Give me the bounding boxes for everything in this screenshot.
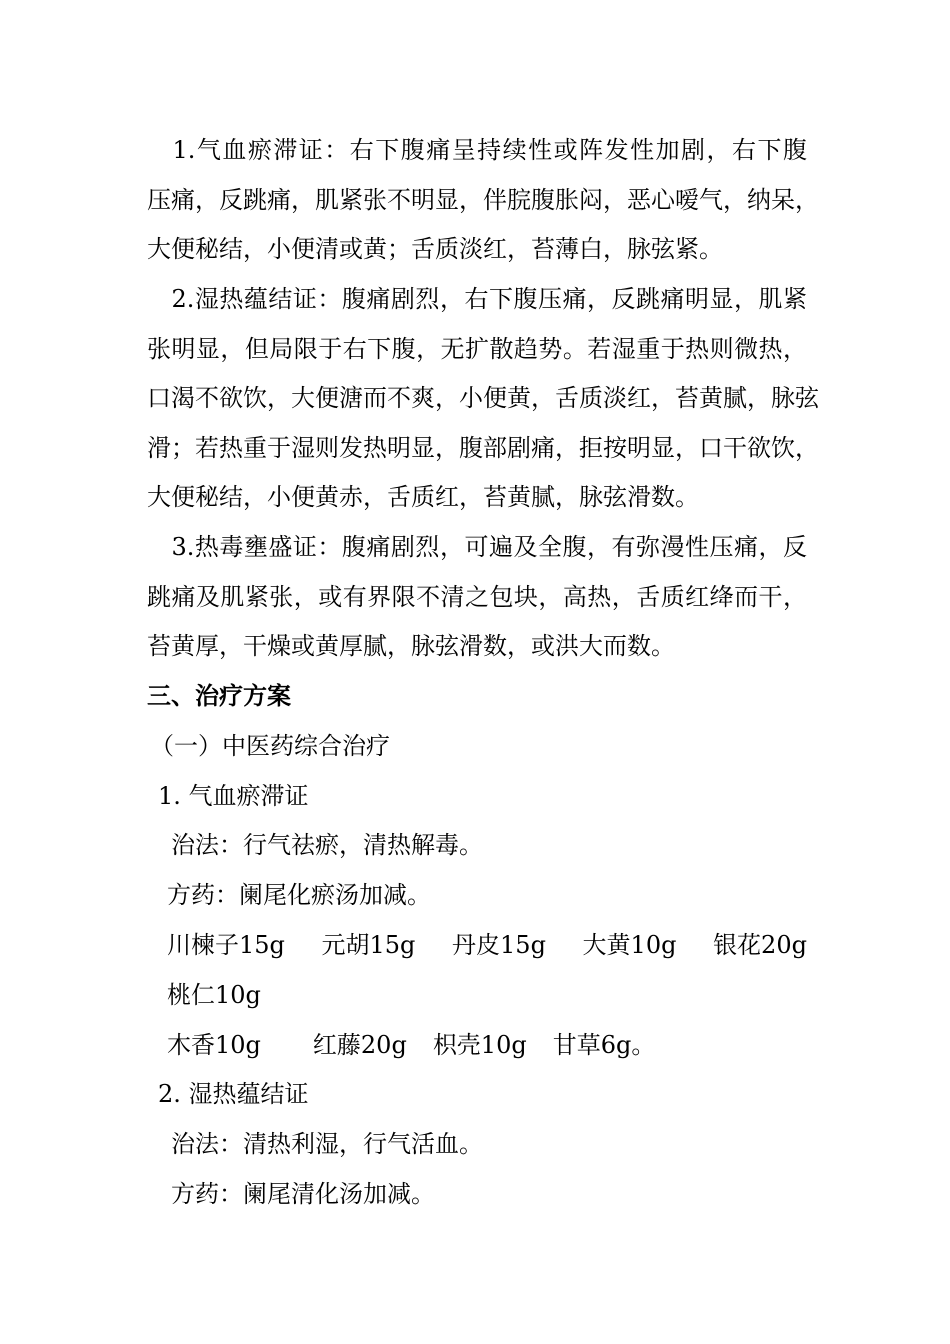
syndrome-1-line-3: 大便秘结，小便清或黄；舌质淡红，苔薄白，脉弦紧。 [147,235,723,263]
herb-row-3 [167,1030,807,1060]
syndrome-2-line-4: 滑；若热重于湿则发热明显，腹部剧痛，拒按明显，口干欲饮， [147,434,819,462]
syndrome-3-line-1: 3.热毒壅盛证：腹痛剧烈，可遍及全腹，有弥漫性压痛，反 [147,533,807,561]
syndrome-3-line-2: 跳痛及肌紧张，或有界限不清之包块，高热，舌质红绛而干， [147,583,807,611]
subsection-heading: （一）中医药综合治疗 [150,732,390,760]
herb-item: 川楝子15g [167,931,285,959]
syndrome-2-line-5: 大便秘结，小便黄赤，舌质红，苔黄腻，脉弦滑数。 [147,483,699,511]
herb-item: 元胡15g [321,931,416,959]
treatment-1-title: 1. 气血瘀滞证 [158,782,309,810]
treatment-1-method: 治法：行气祛瘀，清热解毒。 [171,831,483,859]
treatment-2-title: 2. 湿热蕴结证 [158,1080,309,1108]
syndrome-1-line-1: 1.气血瘀滞证：右下腹痛呈持续性或阵发性加剧，右下腹 [147,136,807,164]
syndrome-2-line-1: 2.湿热蕴结证：腹痛剧烈，右下腹压痛，反跳痛明显，肌紧 [147,285,807,313]
syndrome-3-line-3: 苔黄厚，干燥或黄厚腻，脉弦滑数，或洪大而数。 [147,632,675,660]
section-heading: 三、治疗方案 [147,682,291,710]
herb-row-2 [167,980,807,1010]
herb-item: 桃仁10g [167,981,261,1009]
herb-row-1 [167,930,807,960]
syndrome-2-line-3: 口渴不欲饮，大便溏而不爽，小便黄，舌质淡红，苔黄腻，脉弦 [147,384,819,412]
herb-item: 木香10g [167,1031,261,1059]
treatment-2-formula: 方药：阑尾清化汤加减。 [171,1180,435,1208]
herb-item: 银花20g [713,931,807,959]
syndrome-2-line-2: 张明显，但局限于右下腹，无扩散趋势。若湿重于热则微热， [147,335,807,363]
herb-item: 枳壳10g [432,1031,527,1059]
herb-item: 丹皮15g [452,931,546,959]
treatment-1-formula: 方药：阑尾化瘀汤加减。 [167,881,431,909]
herb-item: 红藤20g [312,1031,407,1059]
herb-item: 甘草6g。 [552,1031,656,1059]
herb-item: 大黄10g [582,931,677,959]
syndrome-1-line-2: 压痛，反跳痛，肌紧张不明显，伴脘腹胀闷，恶心嗳气，纳呆， [147,186,819,214]
treatment-2-method: 治法：清热利湿，行气活血。 [171,1130,483,1158]
